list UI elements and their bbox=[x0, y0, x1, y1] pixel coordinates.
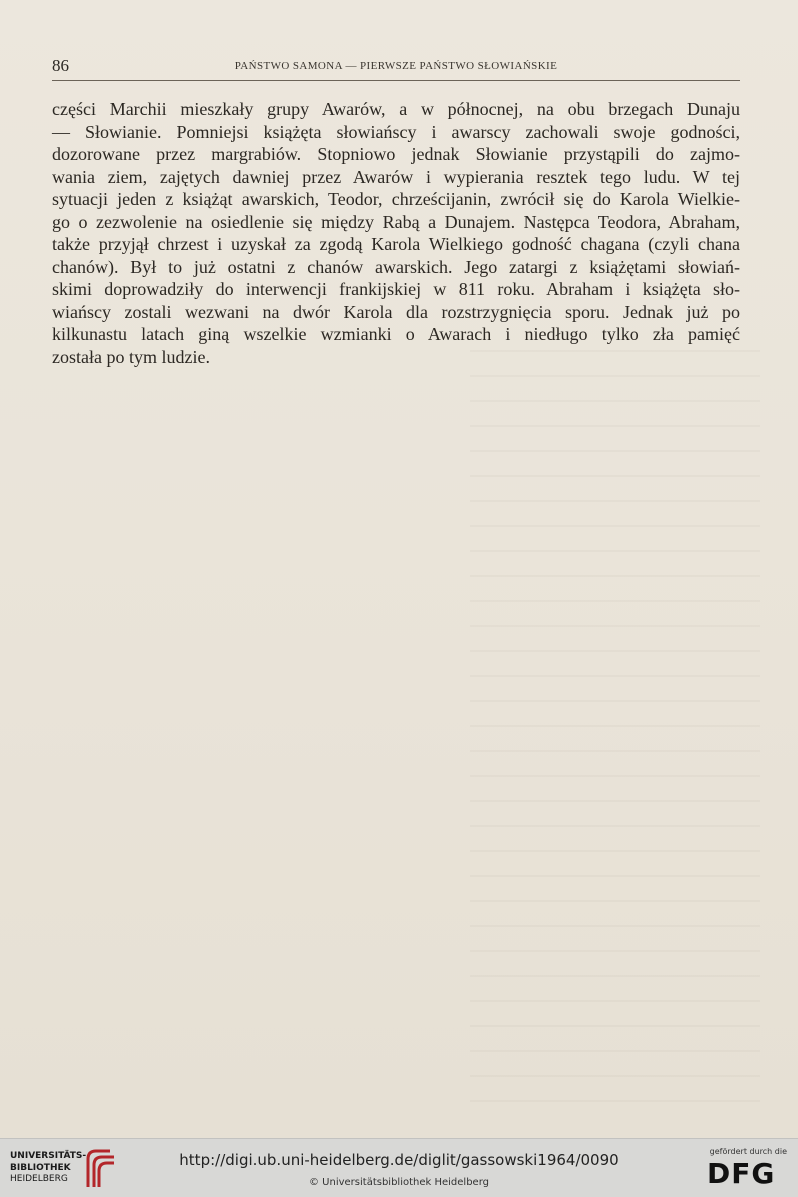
institution-line: BIBLIOTHEK bbox=[10, 1162, 71, 1173]
text-line: skimi doprowadziły do interwencji frankijskiej w 811 roku. Abraham i książęta sło- bbox=[52, 279, 740, 299]
text-line: części Marchii mieszkały grupy Awarów, a w północnej, na obu brzegach Dunaju bbox=[52, 99, 740, 119]
dfg-funding-logo[interactable] bbox=[707, 1147, 789, 1193]
text-line: go o zezwolenie na osiedlenie się między Rabą a Dunajem. Następca Teodora, Abraham, bbox=[52, 211, 740, 232]
text-line: sytuacji jeden z książąt awarskich, Teodor, chrześcijanin, zwrócił się do Karola Wielkie- bbox=[52, 189, 740, 209]
text-line: wiańscy zostali wezwani na dwór Karola dla rozstrzygnięcia sporu. Jednak już po bbox=[52, 301, 740, 322]
permalink-url[interactable]: http://digi.ub.uni-heidelberg.de/diglit/gassowski1964/0090 bbox=[179, 1151, 619, 1169]
text-line: chanów). Był to już ostatni z chanów awarskich. Jego zatargi z książętami słowiań- bbox=[52, 256, 740, 277]
text-line: — Słowianie. Pomniejsi książęta słowiańscy i awarscy zachowali swoje godności, bbox=[52, 121, 740, 142]
text-line: także przyjął chrzest i uzyskał za zgodą Karola Wielkiego godność chagana (czyli chana bbox=[52, 234, 740, 254]
bleed-through-text bbox=[470, 350, 760, 1110]
text-line: kilkunastu latach giną wszelkie wzmianki o Awarach i niedługo tylko zła pamięć bbox=[52, 324, 740, 344]
text-line: dozorowane przez margrabiów. Stopniowo jednak Słowianie przystąpili do zajmo- bbox=[52, 144, 740, 164]
page-number: 86 bbox=[52, 56, 69, 75]
text-line: została po tym ludzie. bbox=[52, 346, 210, 367]
running-title: PAŃSTWO SAMONA — PIERWSZE PAŃSTWO SŁOWIAŃSKIE bbox=[234, 60, 558, 72]
copyright-notice: © Universitätsbibliothek Heidelberg bbox=[308, 1177, 489, 1188]
body-paragraph bbox=[52, 98, 740, 368]
dfg-logo-text: DFG bbox=[707, 1157, 776, 1190]
funding-note: gefördert durch die bbox=[709, 1147, 787, 1156]
page-header bbox=[52, 56, 740, 81]
text-line: wania ziem, zajętych dawniej przez Awarów i wypierania resztek tego ludu. W tej bbox=[52, 166, 740, 187]
institution-line: HEIDELBERG bbox=[10, 1174, 68, 1184]
viewer-footer bbox=[0, 1138, 798, 1197]
institution-line: UNIVERSITÄTS- bbox=[10, 1151, 87, 1161]
